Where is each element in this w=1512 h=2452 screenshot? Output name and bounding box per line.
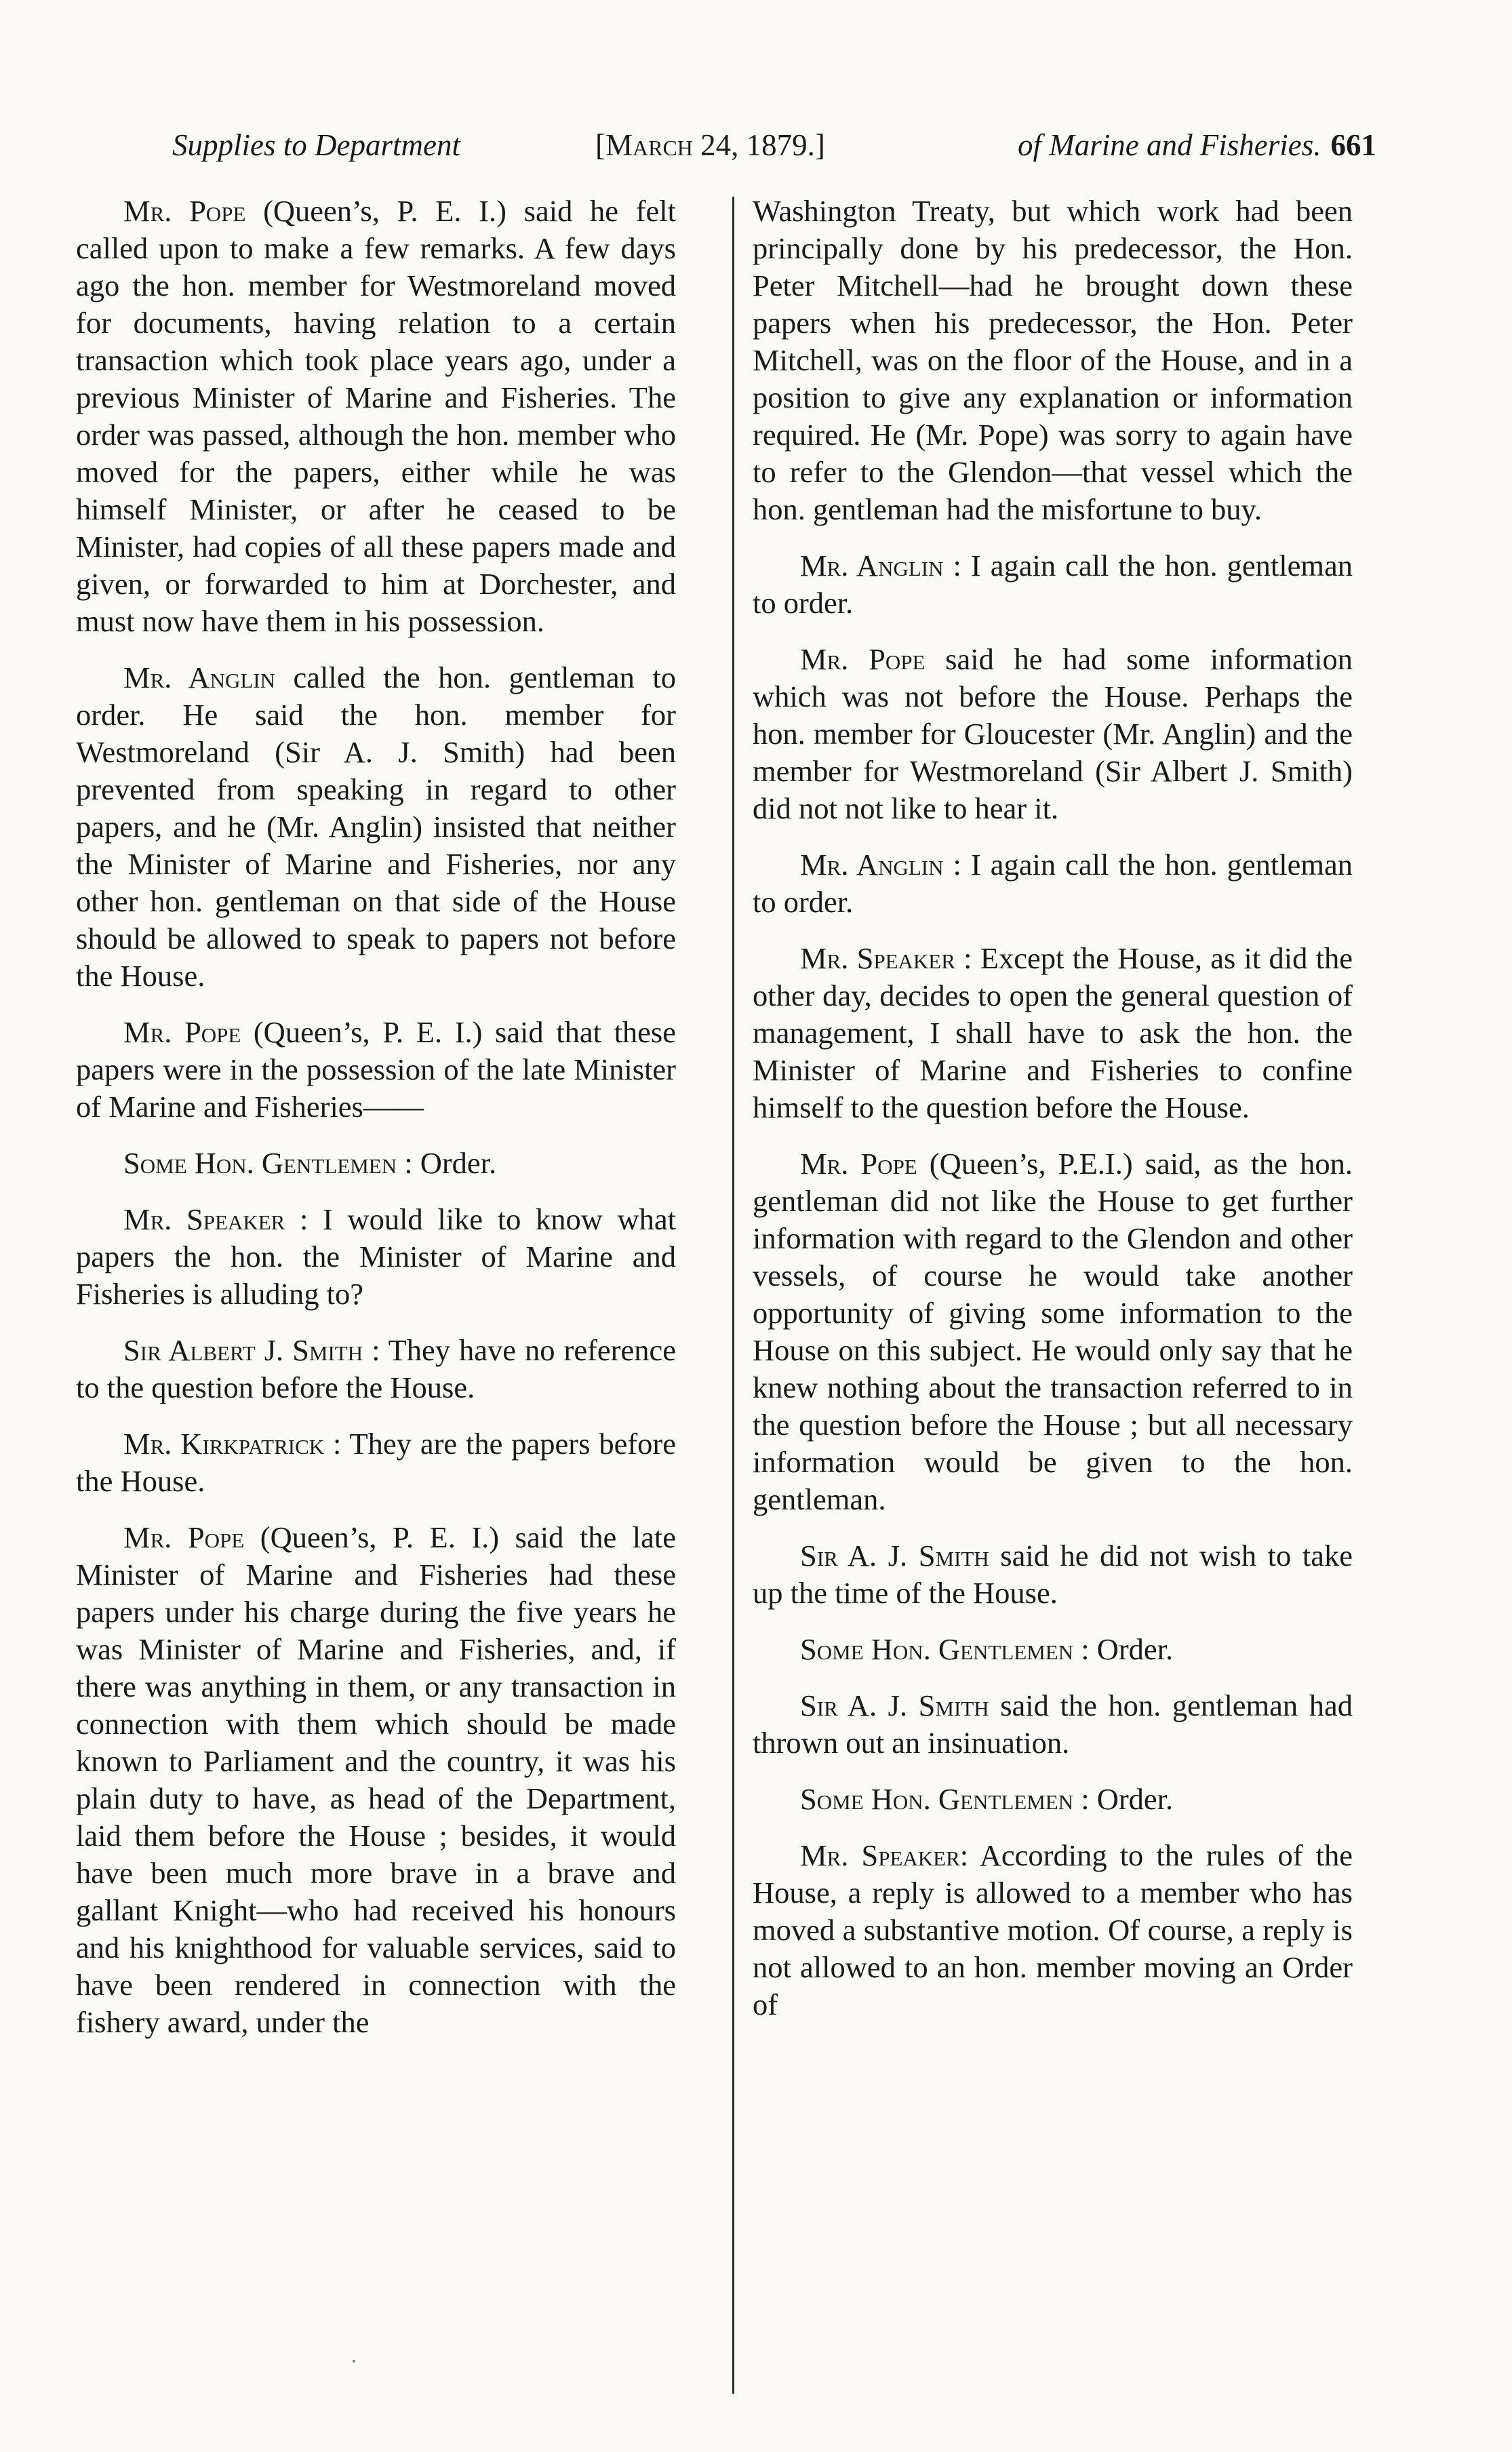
speech-paragraph: [753, 1837, 1353, 2023]
speaker-name: Mr. Speaker: [123, 1202, 285, 1236]
speech-paragraph: [753, 641, 1353, 827]
speech-paragraph: [753, 1781, 1353, 1818]
speaker-name: Mr. Anglin: [800, 549, 944, 582]
speech-paragraph: [753, 940, 1353, 1126]
speaker-name: Mr. Anglin: [800, 848, 944, 882]
speaker-name: Mr. Speaker: [800, 941, 955, 975]
speech-paragraph: [753, 846, 1353, 921]
speaker-name: Mr. Pope: [123, 194, 246, 228]
speech-paragraph: [76, 1201, 676, 1313]
speaker-name: Mr. Speaker: [800, 1838, 960, 1872]
speech-paragraph: [76, 1425, 676, 1500]
speech-paragraph: [76, 193, 676, 640]
speaker-name: Some Hon. Gentlemen: [800, 1632, 1074, 1666]
speaker-name: Some Hon. Gentlemen: [800, 1782, 1074, 1816]
speaker-name: Mr. Pope: [800, 1147, 917, 1181]
speech-paragraph: [76, 1332, 676, 1406]
speech-text: : Order.: [1073, 1632, 1174, 1666]
speech-text: : According to the rules of the House, a reply is allowed to a member who has moved a substantive motion. Of course, a reply is not allowed to an hon. member moving an Order of: [753, 1838, 1353, 2021]
speech-text: : Order.: [397, 1146, 497, 1180]
speech-text: : Order.: [1073, 1782, 1174, 1816]
speaker-name: Some Hon. Gentlemen: [123, 1146, 397, 1180]
speech-continuation: Washington Treaty, but which work had been principally done by his predecessor, the Hon. Peter Mitchell—had he brought down these papers when his predecessor, the Hon. Peter Mitchell, was on the floor of the House, and in a position to give any explanation or information required. He (Mr. Pope) was sorry to again have to refer to the Glendon—that vessel which the hon. gentleman had the misfortune to buy.: [753, 194, 1353, 526]
speaker-name: Sir A. J. Smith: [800, 1539, 989, 1573]
speech-text: : They have no reference to the question before the House.: [76, 1333, 676, 1404]
speech-paragraph: [76, 1145, 676, 1182]
speech-paragraph: [753, 1145, 1353, 1518]
speech-text: (Queen’s, P. E. I.) said the late Minister of Marine and Fisheries had these papers under his charge during the five years he was Minister of Marine and Fisheries, and, if there was anything in them, or any transaction in connection with them which should be made known to Parliament and the country, it was his plain duty to have, as head of the Department, laid them before the House ; besides, it would have been much more brave in a brave and gallant Knight—who had received his honours and his knighthood for valuable services, said to have been rendered in connection with the fishery award, under the: [76, 1520, 676, 2039]
speech-paragraph: [753, 1537, 1353, 1612]
speech-text: (Queen’s, P. E. I.) said he felt called upon to make a few remarks. A few days ago the hon. member for Westmoreland moved for documents, having relation to a certain transaction which took place years ago, under a previous Minister of Marine and Fisheries. The order was passed, although the hon. member who moved for the papers, either while he was himself Minister, or after he ceased to be Minister, had copies of all these papers made and given, or forwarded to him at Dorchester, and must now have them in his possession.: [76, 194, 677, 638]
left-column: [76, 193, 676, 2060]
speaker-name: Mr. Kirkpatrick: [123, 1427, 325, 1461]
page-number: 661: [1330, 128, 1376, 162]
running-head-date: [595, 123, 825, 167]
right-column: [753, 193, 1353, 2042]
speech-text: : Except the House, as it did the other day, decides to open the general question of management, I shall have to ask the hon. the Minister of Marine and Fisheries to confine himself to the question before the House.: [753, 941, 1353, 1124]
speaker-name: Mr. Pope: [123, 1520, 245, 1554]
speech-paragraph: [753, 1631, 1353, 1668]
speech-text: called the hon. gentleman to order. He said the hon. member for Westmoreland (Sir A. J. Smith) had been prevented from speaking in regard to other papers, and he (Mr. Anglin) insisted that neither the Minister of Marine and Fisheries, nor any other hon. gentleman on that side of the House should be allowed to speak to papers not before the House.: [76, 660, 676, 993]
speech-text: said he had some information which was not before the House. Perhaps the hon. member for Gloucester (Mr. Anglin) and the member for Westmoreland (Sir Albert J. Smith) did not not like to hear it.: [753, 642, 1353, 825]
speech-text: : I again call the hon. gentleman to order.: [753, 549, 1353, 620]
speech-paragraph: [753, 1687, 1353, 1762]
date-rest: 24, 1879.]: [692, 128, 825, 162]
speech-text: said he did not wish to take up the time of the House.: [753, 1539, 1353, 1610]
speech-text: : I would like to know what papers the hon. the Minister of Marine and Fisheries is alluding to?: [76, 1202, 676, 1311]
running-head-left: Supplies to Department: [172, 128, 460, 162]
running-head-right-text: of Marine and Fisheries.: [1018, 128, 1321, 162]
column-divider: [732, 197, 734, 2394]
date-month: March: [605, 128, 693, 162]
speech-paragraph: [76, 659, 676, 995]
date-bracket: [: [595, 128, 605, 162]
speaker-name: Mr. Anglin: [123, 660, 275, 694]
speech-paragraph: [753, 547, 1353, 622]
print-speck: [353, 2360, 355, 2362]
speech-text: (Queen’s, P. E. I.) said that these papers were in the possession of the late Minister of Marine and Fisheries——: [76, 1015, 677, 1124]
running-head-right: [1018, 123, 1376, 167]
speech-paragraph: [76, 1519, 676, 2041]
running-head: [163, 123, 1376, 167]
speaker-name: Sir Albert J. Smith: [123, 1333, 363, 1367]
speech-text: : They are the papers before the House.: [76, 1427, 676, 1498]
speaker-name: Mr. Pope: [123, 1015, 241, 1049]
speech-text: : I again call the hon. gentleman to order.: [753, 848, 1353, 919]
speech-text: said the hon. gentleman had thrown out an insinuation.: [753, 1688, 1353, 1760]
speech-text: (Queen’s, P.E.I.) said, as the hon. gentleman did not like the House to get further information with regard to the Glendon and other vessels, of course he would take another opportunity of giving some information to the House on this subject. He would only say that he knew nothing about the transaction referred to in the question before the House ; but all necessary information would be given to the hon. gentleman.: [753, 1147, 1353, 1516]
speech-paragraph: [76, 1014, 676, 1126]
speaker-name: Mr. Pope: [800, 642, 926, 676]
speaker-name: Sir A. J. Smith: [800, 1688, 989, 1722]
